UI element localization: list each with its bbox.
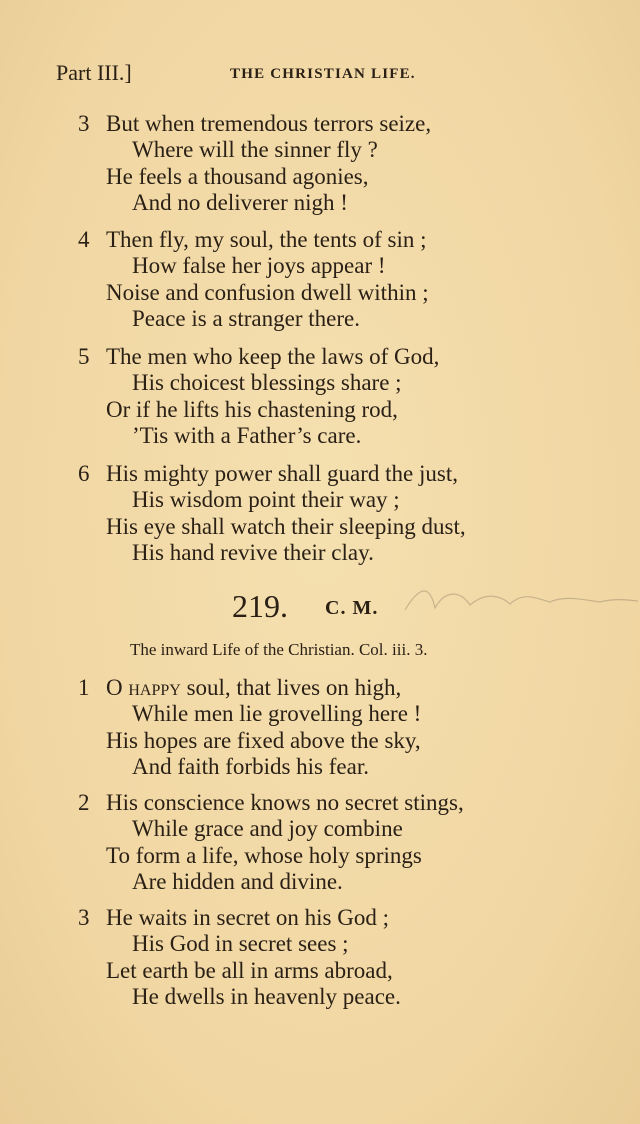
verse-line: Then fly, my soul, the tents of sin ; bbox=[106, 227, 427, 252]
stanza bbox=[78, 790, 464, 895]
stanza bbox=[78, 905, 401, 1010]
stanza bbox=[78, 227, 429, 332]
hymn-number: 219. bbox=[232, 588, 288, 624]
verse-line: But when tremendous terrors seize, bbox=[106, 111, 432, 136]
verse-line: And no deliverer nigh ! bbox=[132, 189, 348, 215]
verse-line: He feels a thousand agonies, bbox=[106, 163, 369, 189]
verse-line: His mighty power shall guard the just, bbox=[106, 461, 458, 486]
verse-line: His hand revive their clay. bbox=[132, 539, 374, 565]
verse-line: While men lie grovelling here ! bbox=[132, 701, 422, 727]
verse-line: Noise and confusion dwell within ; bbox=[106, 279, 429, 305]
stanza-number: 2 bbox=[78, 790, 90, 815]
running-head-part: Part III.] bbox=[56, 60, 132, 85]
stanza-number: 3 bbox=[78, 905, 90, 930]
verse-line: Are hidden and divine. bbox=[132, 868, 343, 894]
verse-line: To form a life, whose holy springs bbox=[106, 842, 422, 868]
verse-line: Where will the sinner fly ? bbox=[132, 137, 378, 163]
stanza-number: 1 bbox=[78, 675, 90, 700]
running-head-title: THE CHRISTIAN LIFE. bbox=[230, 66, 416, 82]
stanza bbox=[78, 675, 421, 780]
stanza bbox=[78, 111, 431, 216]
verse-line: And faith forbids his fear. bbox=[132, 753, 369, 779]
verse-line: Peace is a stranger there. bbox=[132, 305, 360, 331]
verse-line: O happy soul, that lives on high, bbox=[106, 675, 402, 700]
verse-line: He dwells in heavenly peace. bbox=[132, 983, 401, 1009]
hymn-meter: C. M. bbox=[325, 597, 379, 619]
verse-line: His God in secret sees ; bbox=[132, 931, 349, 957]
verse-line: His conscience knows no secret stings, bbox=[106, 790, 464, 815]
stanza-number: 3 bbox=[78, 111, 90, 136]
verse-line: His hopes are fixed above the sky, bbox=[106, 727, 421, 753]
stanza-number: 4 bbox=[78, 227, 90, 252]
verse-line: The men who keep the laws of God, bbox=[106, 344, 440, 369]
stanza bbox=[78, 344, 439, 449]
stanza-number: 5 bbox=[78, 344, 90, 369]
verse-line: His wisdom point their way ; bbox=[132, 487, 400, 513]
verse-line: How false her joys appear ! bbox=[132, 253, 386, 279]
small-caps-word: happy bbox=[128, 675, 181, 700]
verse-line: He waits in secret on his God ; bbox=[106, 905, 389, 930]
stanza bbox=[78, 461, 466, 566]
handwritten-annotation bbox=[400, 580, 640, 620]
stanza-number: 6 bbox=[78, 461, 90, 486]
hymn-subtitle: The inward Life of the Christian. Col. iii. 3. bbox=[130, 640, 428, 659]
verse-line: Or if he lifts his chastening rod, bbox=[106, 396, 398, 422]
verse-line: While grace and joy combine bbox=[132, 816, 403, 842]
verse-line: ’Tis with a Father’s care. bbox=[132, 422, 362, 448]
verse-line: His eye shall watch their sleeping dust, bbox=[106, 513, 466, 539]
verse-line: Let earth be all in arms abroad, bbox=[106, 957, 393, 983]
verse-line: His choicest blessings share ; bbox=[132, 370, 402, 396]
